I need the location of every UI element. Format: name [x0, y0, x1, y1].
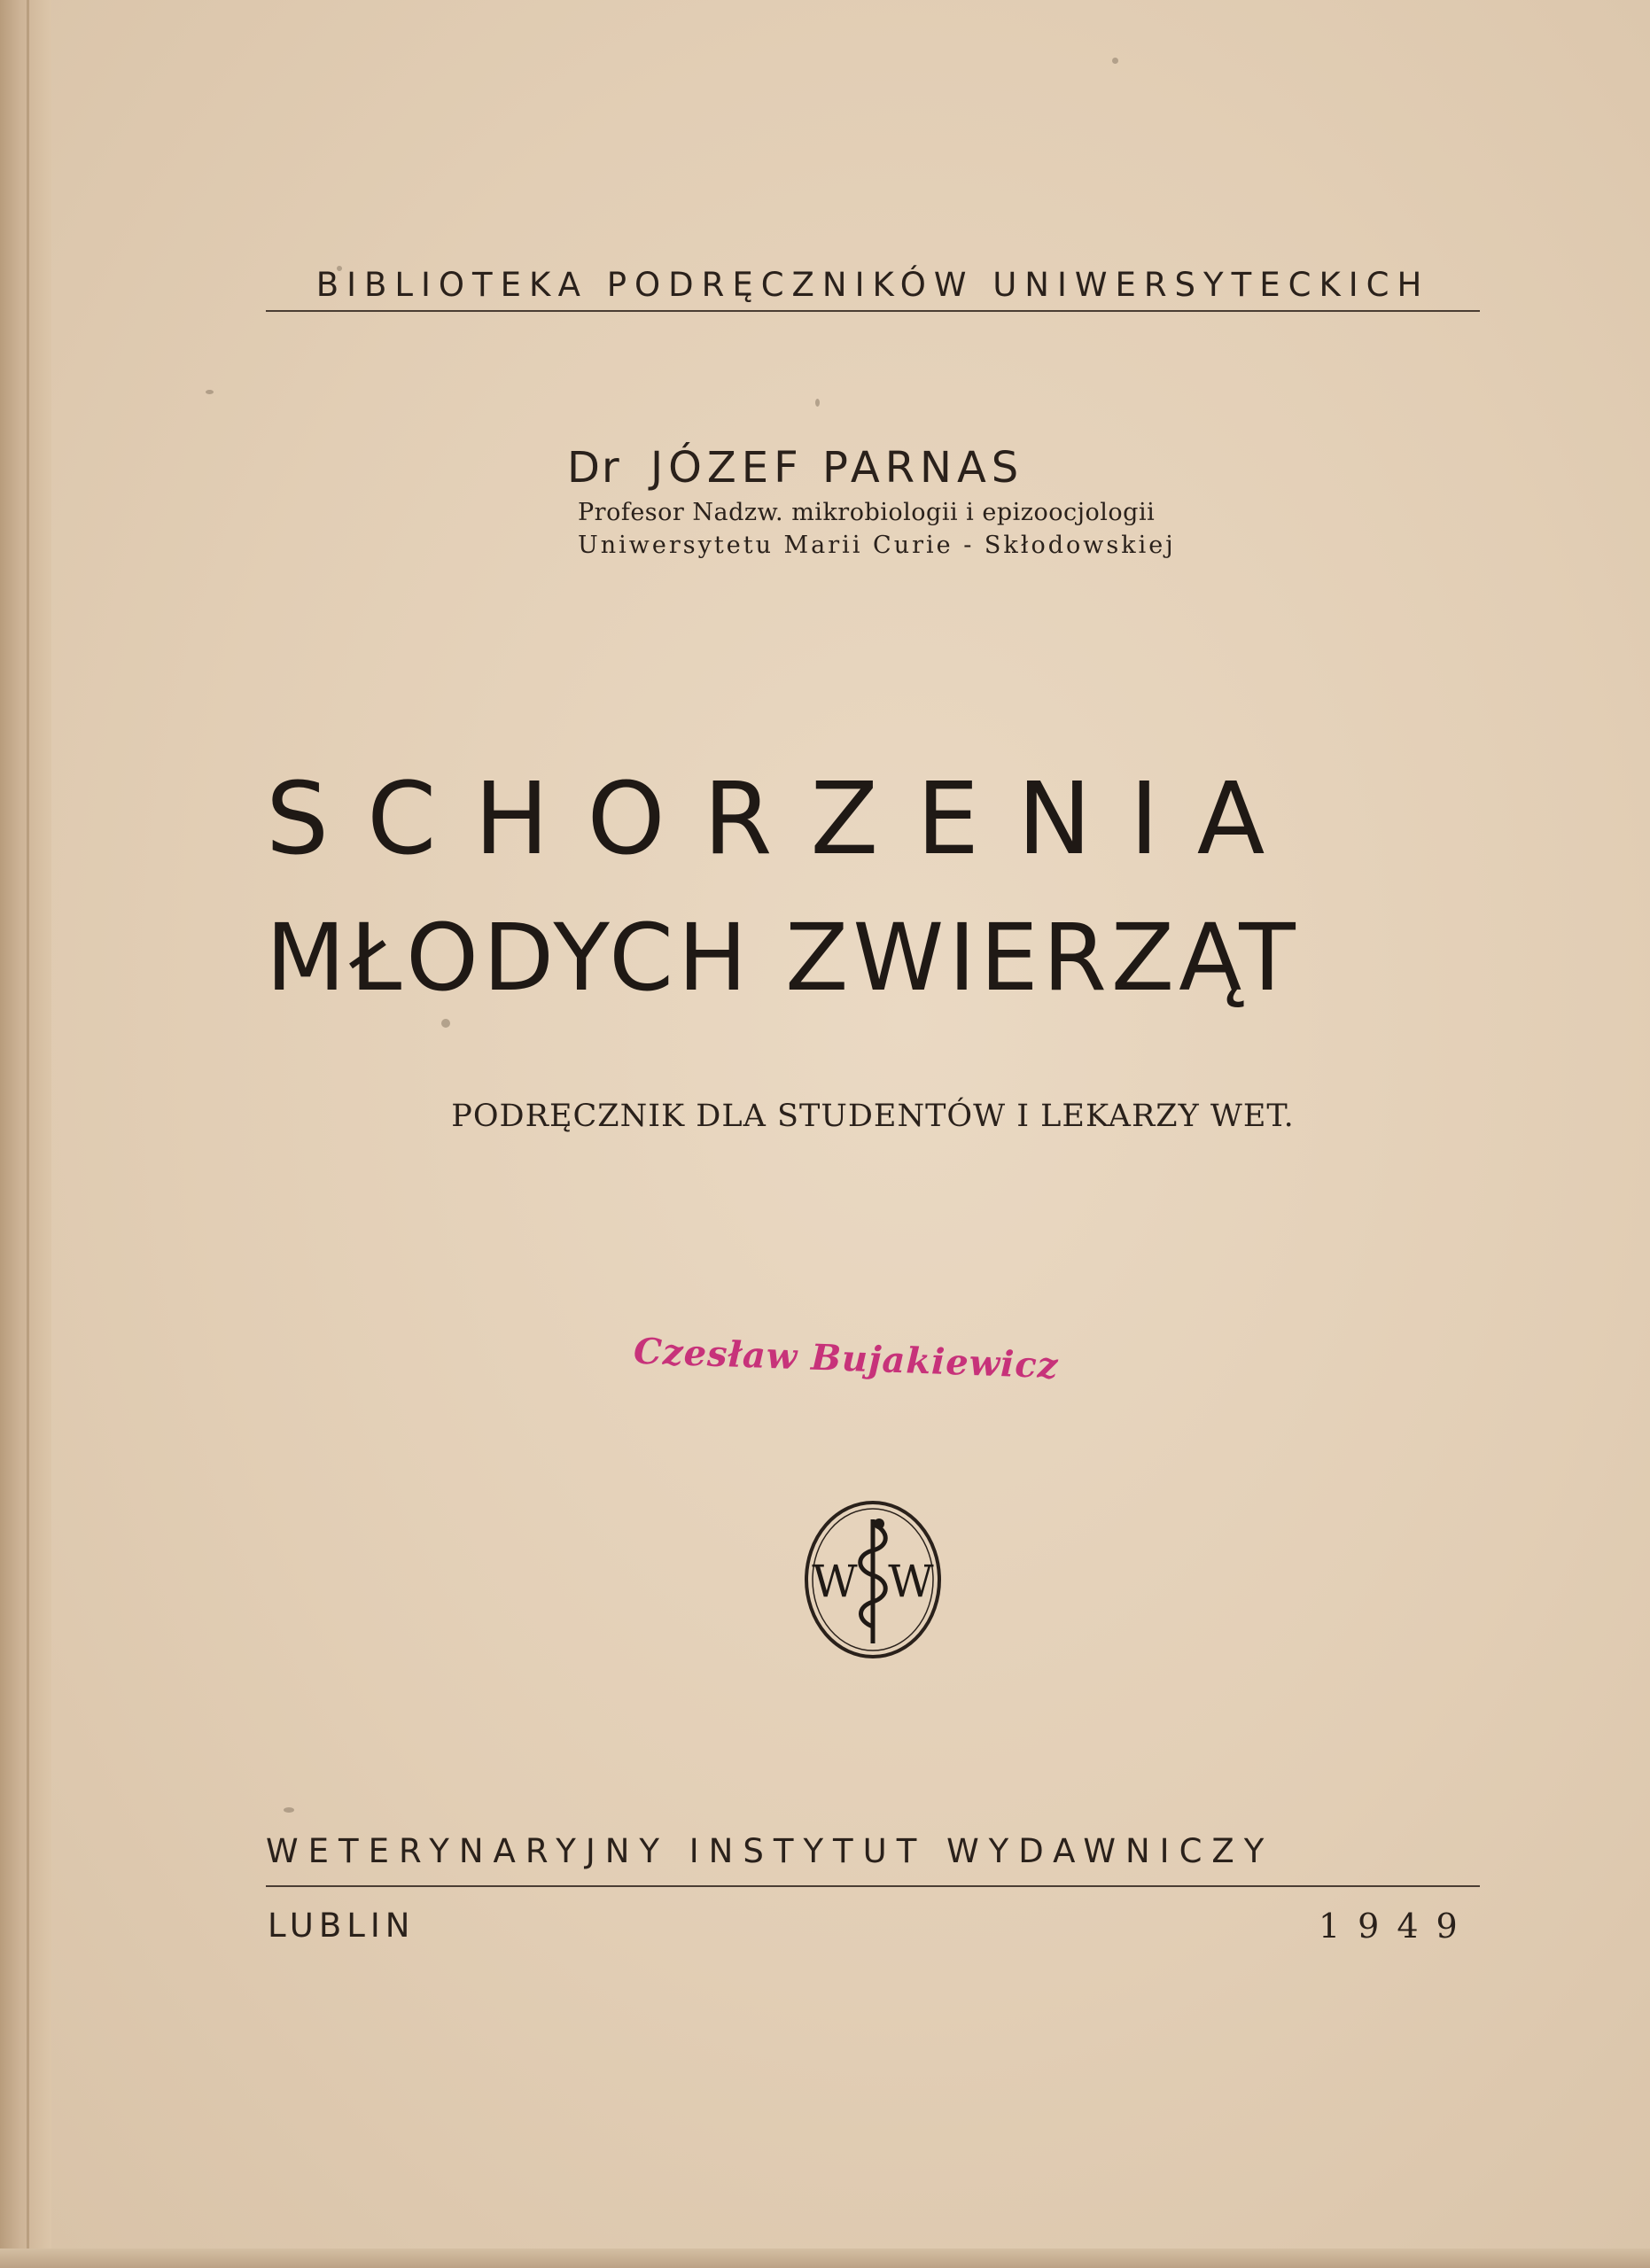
stain-spot — [441, 1019, 450, 1028]
author-line — [567, 443, 1170, 493]
series-title: BIBLIOTEKA PODRĘCZNIKÓW UNIWERSYTECKICH — [315, 266, 1430, 304]
publisher-logo — [801, 1497, 945, 1662]
publisher-rule — [266, 1885, 1480, 1887]
page-bottom-edge — [0, 2249, 1650, 2268]
stain-spot — [1112, 58, 1118, 64]
publisher-name: WETERYNARYJNY INSTYTUT WYDAWNICZY — [266, 1832, 1274, 1870]
author-prefix: Dr — [567, 443, 621, 493]
book-spine-edge — [0, 0, 51, 2268]
logo-letter-right: W — [888, 1556, 934, 1607]
stain-spot — [284, 1807, 294, 1813]
owner-stamp: Czesław Bujakiewicz — [633, 1330, 1060, 1387]
title-line-1: SCHORZENIA — [266, 762, 1304, 877]
author-affiliation-1: Profesor Nadzw. mikrobiologii i epizoocjologii — [578, 499, 1156, 526]
author-affiliation-2: Uniwersytetu Marii Curie - Skłodowskiej — [578, 532, 1176, 559]
author-name: JÓZEF PARNAS — [650, 443, 1024, 493]
subtitle: PODRĘCZNIK DLA STUDENTÓW I LEKARZY WET. — [451, 1099, 1295, 1134]
caduceus-icon — [860, 1518, 886, 1643]
series-rule — [266, 310, 1480, 312]
stain-spot — [206, 390, 214, 394]
publication-city: LUBLIN — [268, 1907, 416, 1945]
title-line-2: MŁODYCH ZWIERZĄT — [266, 904, 1300, 1012]
publication-year: 1949 — [1319, 1907, 1475, 1946]
logo-letter-left: W — [812, 1556, 858, 1607]
stain-spot — [815, 399, 820, 407]
